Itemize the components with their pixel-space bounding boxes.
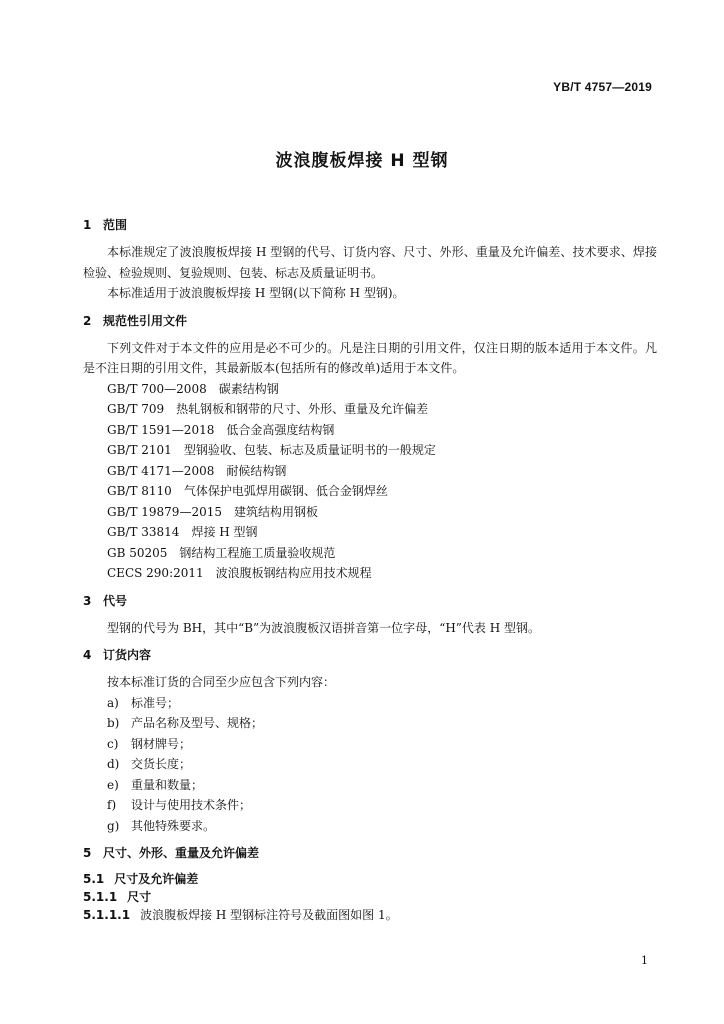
reference-code: GB 50205 xyxy=(107,545,168,560)
list-text: 交货长度； xyxy=(131,757,192,771)
clause-text: 波浪腹板焊接 H 型钢标注符号及截面图如图 1。 xyxy=(140,908,398,922)
reference-item xyxy=(83,399,657,420)
clause-number: 5.1.1.1 xyxy=(83,908,131,922)
section-2-intro: 下列文件对于本文件的应用是必不可少的。凡是注日期的引用文件，仅注日期的版本适用于本文件。凡是不注日期的引用文件，其最新版本(包括所有的修改单)适用于本文件。 xyxy=(83,340,657,375)
list-marker: d) xyxy=(107,757,120,771)
section-number: 3 xyxy=(83,593,92,608)
section-1-paragraph-1: 本标准规定了波浪腹板焊接 H 型钢的代号、订货内容、尺寸、外形、重量及允许偏差、技术要求、焊接检验、检验规则、复验规则、包装、标志及质量证明书。 xyxy=(83,245,657,280)
section-title: 规范性引用文件 xyxy=(103,313,188,328)
list-text: 产品名称及型号、规格； xyxy=(131,716,264,730)
list-marker: e) xyxy=(107,777,119,792)
list-marker: a) xyxy=(107,695,119,710)
document-body xyxy=(83,216,657,924)
reference-code: GB/T 709 xyxy=(107,402,165,416)
reference-item xyxy=(83,379,657,400)
reference-code: GB/T 4171—2008 xyxy=(107,463,215,478)
reference-item xyxy=(83,502,657,523)
order-list-item xyxy=(83,713,657,734)
list-marker: b) xyxy=(107,716,120,730)
normative-references-list xyxy=(83,379,657,584)
section-2-heading xyxy=(83,312,657,330)
reference-code: GB/T 33814 xyxy=(107,525,180,539)
reference-code: GB/T 2101 xyxy=(107,443,172,457)
reference-title: 碳素结构钢 xyxy=(218,381,279,396)
section-4-intro: 按本标准订货的合同至少应包含下列内容： xyxy=(107,675,336,689)
order-list-item xyxy=(83,693,657,714)
section-3-heading xyxy=(83,592,657,610)
section-title: 尺寸及允许偏差 xyxy=(114,872,199,886)
reference-title: 钢结构工程施工质量验收规范 xyxy=(179,545,336,560)
reference-item xyxy=(83,440,657,461)
list-text: 标准号； xyxy=(131,695,180,710)
section-5-1-1-heading xyxy=(83,888,657,906)
order-list-item xyxy=(83,775,657,796)
order-list-item xyxy=(83,795,657,816)
section-number: 5.1 xyxy=(83,872,105,886)
section-title: 订货内容 xyxy=(103,648,152,662)
section-4-heading xyxy=(83,646,657,664)
section-title: 代号 xyxy=(103,593,128,608)
list-marker: f) xyxy=(107,798,117,812)
section-number: 5.1.1 xyxy=(83,890,118,904)
list-text: 设计与使用技术条件； xyxy=(131,798,252,812)
page-number: 1 xyxy=(641,954,648,967)
reference-title: 型钢验收、包装、标志及质量证明书的一般规定 xyxy=(183,443,436,457)
reference-title: 热轧钢板和钢带的尺寸、外形、重量及允许偏差 xyxy=(176,402,429,416)
section-title: 尺寸、外形、重量及允许偏差 xyxy=(103,846,260,860)
section-1-heading xyxy=(83,216,657,234)
section-title: 尺寸 xyxy=(127,890,152,904)
section-3-paragraph: 型钢的代号为 BH，其中“B”为波浪腹板汉语拼音第一位字母，“H”代表 H 型钢。 xyxy=(107,620,541,635)
order-list-item xyxy=(83,734,657,755)
reference-code: CECS 290:2011 xyxy=(107,566,204,580)
reference-title: 低合金高强度结构钢 xyxy=(226,422,335,437)
reference-code: GB/T 1591—2018 xyxy=(107,422,215,437)
section-number: 5 xyxy=(83,846,92,860)
list-text: 重量和数量； xyxy=(131,777,204,792)
reference-item xyxy=(83,420,657,441)
reference-item xyxy=(83,543,657,564)
section-number: 1 xyxy=(83,218,92,232)
section-number: 4 xyxy=(83,648,92,662)
list-marker: g) xyxy=(107,818,120,833)
reference-title: 建筑结构用钢板 xyxy=(233,504,318,519)
reference-item xyxy=(83,481,657,502)
list-text: 其他特殊要求。 xyxy=(131,818,216,833)
standard-code: YB/T 4757—2019 xyxy=(553,80,652,94)
reference-code: GB/T 700—2008 xyxy=(107,381,207,396)
reference-title: 波浪腹板钢结构应用技术规程 xyxy=(215,566,372,580)
document-title: 波浪腹板焊接 H 型钢 xyxy=(275,151,449,171)
list-marker: c) xyxy=(107,736,119,751)
clause-5-1-1-1 xyxy=(83,906,657,924)
reference-title: 气体保护电弧焊用碳钢、低合金钢焊丝 xyxy=(183,484,388,498)
section-title: 范围 xyxy=(103,218,128,232)
section-5-1-heading xyxy=(83,870,657,888)
reference-item xyxy=(83,461,657,482)
list-text: 钢材牌号； xyxy=(131,736,192,751)
reference-item xyxy=(83,563,657,584)
reference-code: GB/T 8110 xyxy=(107,484,172,498)
section-number: 2 xyxy=(83,313,92,328)
reference-code: GB/T 19879—2015 xyxy=(107,504,222,519)
section-1-paragraph-2: 本标准适用于波浪腹板焊接 H 型钢(以下简称 H 型钢)。 xyxy=(107,286,405,300)
order-content-list xyxy=(83,693,657,837)
reference-title: 焊接 H 型钢 xyxy=(191,525,258,539)
order-list-item xyxy=(83,816,657,837)
reference-item xyxy=(83,522,657,543)
reference-title: 耐候结构钢 xyxy=(226,463,287,478)
order-list-item xyxy=(83,754,657,775)
section-5-heading xyxy=(83,844,657,862)
